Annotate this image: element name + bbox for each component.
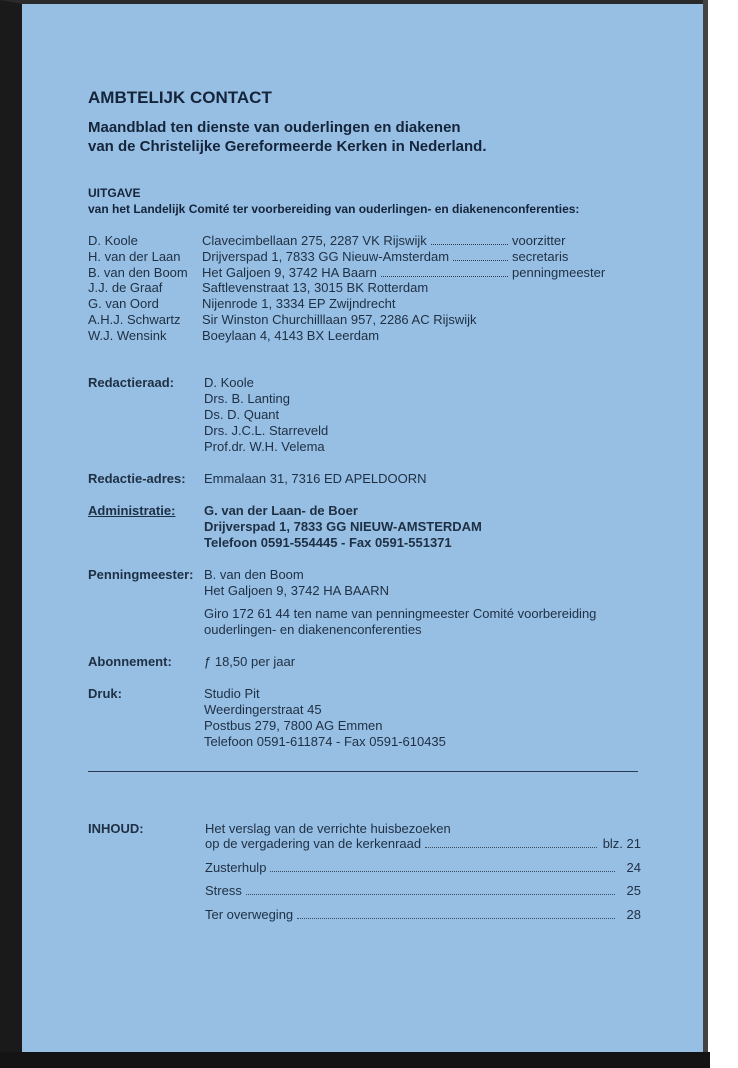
member-address: Het Galjoen 9, 3742 HA Baarn (202, 264, 377, 280)
dot-leader (431, 244, 508, 245)
subtitle-line-2: van de Christelijke Gereformeerde Kerken in Nederland. (88, 138, 487, 155)
toc-first-line: Het verslag van de verrichte huisbezoeken (205, 821, 451, 836)
uitgave-line: van het Landelijk Comité ter voorbereiding van ouderlingen- en diakenenconferenties: (88, 202, 580, 216)
administratie-line: Drijverspad 1, 7833 GG NIEUW-AMSTERDAM (204, 519, 482, 534)
toc-page: 28 (626, 907, 641, 922)
member-role: penningmeester (512, 264, 606, 280)
giro-line-2: ouderlingen- en diakenenconferenties (204, 622, 422, 637)
member-name: J.J. de Graaf (88, 280, 163, 296)
dot-leader (297, 918, 615, 919)
druk-line: Postbus 279, 7800 AG Emmen (204, 718, 383, 733)
administratie-label: Administratie: (88, 503, 176, 518)
redactie-adres-label: Redactie-adres: (88, 471, 186, 486)
administratie-line: Telefoon 0591-554445 - Fax 0591-551371 (204, 535, 452, 550)
redactieraad-label: Redactieraad: (88, 375, 174, 390)
penningmeester-line: Het Galjoen 9, 3742 HA BAARN (204, 583, 389, 598)
member-row (88, 296, 605, 312)
penningmeester-line: B. van den Boom (204, 567, 304, 582)
member-name: H. van der Laan (88, 248, 181, 264)
druk-line: Studio Pit (204, 686, 260, 701)
druk-line: Telefoon 0591-611874 - Fax 0591-610435 (204, 734, 446, 749)
abonnement-value: ƒ 18,50 per jaar (204, 654, 296, 669)
member-row (88, 328, 605, 344)
committee-members-list (88, 233, 605, 344)
redactieraad-name: D. Koole (204, 375, 254, 390)
redactieraad-name: Ds. D. Quant (204, 407, 280, 422)
member-address-cell (202, 249, 512, 265)
toc-entry (205, 883, 641, 899)
member-name: B. van den Boom (88, 264, 188, 280)
member-name: G. van Oord (88, 296, 159, 312)
penningmeester-label: Penningmeester: (88, 567, 194, 582)
member-address: Sir Winston Churchilllaan 957, 2286 AC Rijswijk (202, 311, 477, 327)
member-row (88, 312, 605, 328)
giro-line-1: Giro 172 61 44 ten name van penningmeester Comité voorbereiding (204, 606, 597, 621)
toc-entry (205, 907, 641, 923)
toc-page: 25 (626, 883, 641, 898)
member-address-cell (202, 296, 512, 312)
member-role: voorzitter (512, 233, 566, 248)
member-row (88, 233, 605, 249)
member-name: W.J. Wensink (88, 327, 167, 343)
toc-entry (205, 860, 641, 876)
toc-page: blz. 21 (602, 836, 641, 851)
member-address-cell (202, 312, 512, 328)
page-bottom-edge (0, 1052, 710, 1068)
member-role: secretaris (512, 248, 569, 264)
member-address-cell (202, 265, 512, 281)
member-address-cell (202, 233, 512, 249)
druk-line: Weerdingerstraat 45 (204, 702, 322, 717)
member-name: D. Koole (88, 233, 138, 248)
redactieraad-name: Drs. B. Lanting (204, 391, 290, 406)
member-row (88, 265, 605, 281)
uitgave-label: UITGAVE (88, 186, 141, 200)
member-name: A.H.J. Schwartz (88, 311, 181, 327)
member-address: Boeylaan 4, 4143 BX Leerdam (202, 327, 380, 343)
toc-title: Zusterhulp (205, 860, 267, 875)
redactieraad-name: Drs. J.C.L. Starreveld (204, 423, 329, 438)
abonnement-label: Abonnement: (88, 654, 172, 669)
member-address: Saftlevenstraat 13, 3015 BK Rotterdam (202, 280, 429, 296)
subtitle-line-1: Maandblad ten dienste van ouderlingen en diakenen (88, 119, 461, 136)
redactieraad-name: Prof.dr. W.H. Velema (204, 439, 325, 454)
dot-leader (270, 871, 615, 872)
administratie-line: G. van der Laan- de Boer (204, 503, 358, 518)
member-address: Clavecimbellaan 275, 2287 VK Rijswijk (202, 233, 427, 248)
divider-line (88, 771, 638, 772)
page-title: AMBTELIJK CONTACT (88, 88, 272, 107)
dot-leader (246, 894, 615, 895)
member-row (88, 249, 605, 265)
member-row (88, 280, 605, 296)
dot-leader (381, 276, 508, 277)
dot-leader (453, 260, 508, 261)
member-address: Nijenrode 1, 3334 EP Zwijndrecht (202, 296, 396, 312)
toc-title: Ter overweging (205, 907, 294, 922)
dot-leader (425, 847, 597, 848)
toc-entry (205, 836, 641, 852)
member-address-cell (202, 328, 512, 344)
page-right-edge (703, 0, 708, 1068)
druk-label: Druk: (88, 686, 122, 701)
member-address: Drijverspad 1, 7833 GG Nieuw-Amsterdam (202, 248, 450, 264)
toc-title: op de vergadering van de kerkenraad (205, 836, 422, 851)
toc-page: 24 (626, 860, 641, 875)
inhoud-label: INHOUD: (88, 821, 144, 836)
member-address-cell (202, 280, 512, 296)
toc-title: Stress (205, 883, 242, 898)
redactie-adres-value: Emmalaan 31, 7316 ED APELDOORN (204, 471, 427, 486)
